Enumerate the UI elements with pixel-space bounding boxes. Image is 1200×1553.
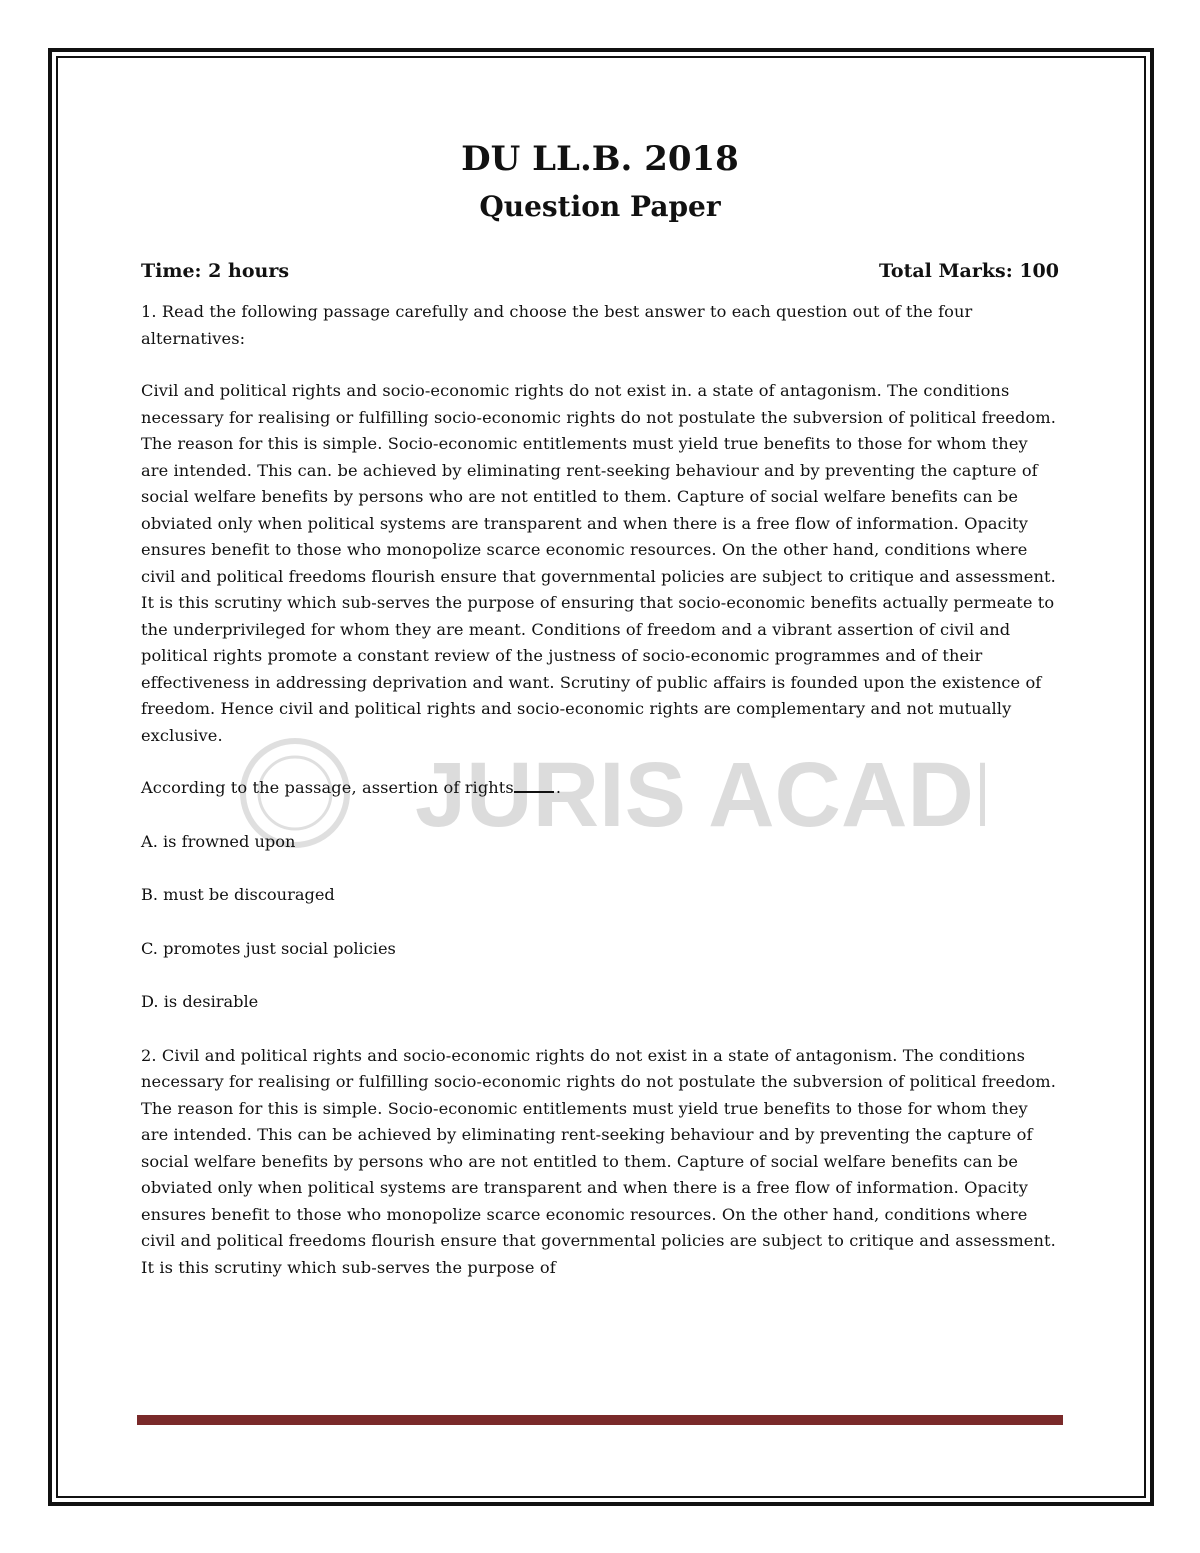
footer-divider [137,1415,1063,1425]
exam-meta-row [141,257,1059,285]
page-title: DU LL.B. 2018 [461,139,739,179]
answer-blank [514,777,554,793]
option-c: C. promotes just social policies [141,938,396,958]
exam-time: Time: 2 hours [141,260,290,282]
exam-total-marks: Total Marks: 100 [878,260,1059,282]
watermark-text: JURIS ACAD [415,744,974,846]
question-1-instruction: 1. Read the following passage carefully and choose the best answer to each question out of the four alternatives: [141,302,973,348]
question-1-stem-text: According to the passage, assertion of rights [141,778,514,797]
question-1-stem-end: . [555,778,562,797]
question-1-passage: Civil and political rights and socio-economic rights do not exist in. a state of antagonism. The conditions necessary for realising or fulfilling socio-economic rights do not postulate the subversion of political freedom. The reason for this is simple. Socio-economic entitlements must yield true benefits to those for whom they are intended. This can. be achieved by eliminating rent-seeking behaviour and by preventing the capture of social welfare benefits by persons who are not entitled to them. Capture of social welfare benefits can be obviated only when political systems are transparent and when there is a free flow of information. Opacity ensures benefit to those who monopolize scarce economic resources. On the other hand, conditions where civil and political freedoms flourish ensure that governmental policies are subject to critique and assessment. It is this scrutiny which sub-serves the purpose of ensuring that socio-economic benefits actually permeate to the underprivileged for whom they are meant. Conditions of freedom and a vibrant assertion of civil and political rights promote a constant review of the justness of socio-economic programmes and of their effectiveness in addressing deprivation and want. Scrutiny of public affairs is founded upon the existence of freedom. Hence civil and political rights and socio-economic rights are complementary and not mutually exclusive. [141,381,1056,745]
question-2-text: 2. Civil and political rights and socio-economic rights do not exist in a state of antagonism. The conditions necessary for realising or fulfilling socio-economic rights do not postulate the subversion of political freedom. The reason for this is simple. Socio-economic entitlements must yield true benefits to those for whom they are intended. This can be achieved by eliminating rent-seeking behaviour and by preventing the capture of social welfare benefits by persons who are not entitled to them. Capture of social welfare benefits can be obviated only when political systems are transparent and when there is a free flow of information. Opacity ensures benefit to those who monopolize scarce economic resources. On the other hand, conditions where civil and political freedoms flourish ensure that governmental policies are subject to critique and assessment. It is this scrutiny which sub-serves the purpose of [141,1045,1056,1277]
page-subtitle: Question Paper [479,190,721,223]
option-b: B. must be discouraged [141,885,335,904]
option-d: D. is desirable [141,992,259,1011]
document-body [141,135,1059,1283]
option-a: A. is frowned upon [141,831,296,851]
question-1-stem [141,775,1059,802]
